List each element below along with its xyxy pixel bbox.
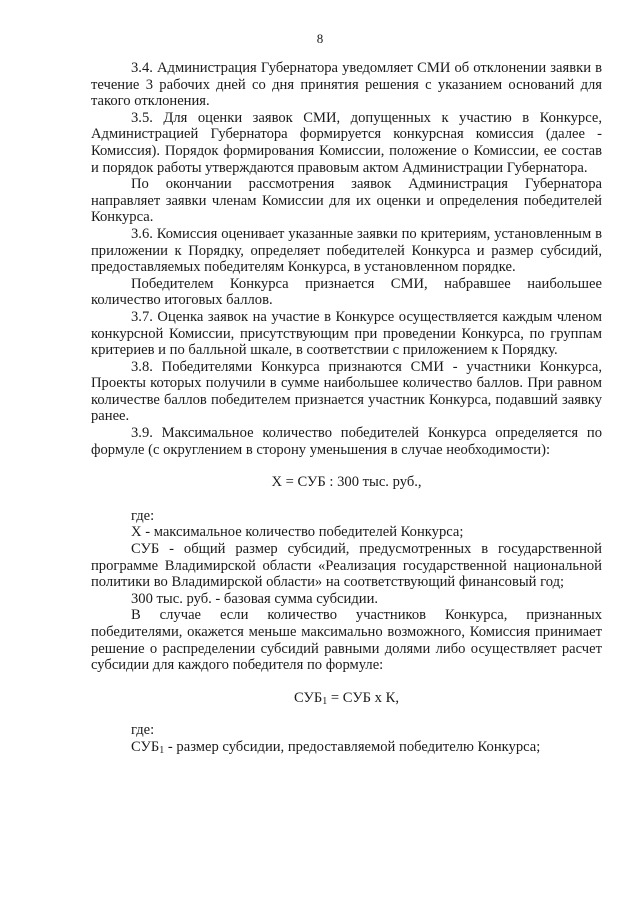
paragraph-3-9: 3.9. Максимальное количество победителей Конкурса определяется по формуле (с округлением в сторону уменьшения в случае необходимости): — [91, 425, 602, 458]
paragraph-distribution: В случае если количество участников Конкурса, признанных победителями, окажется меньше максимально возможного, Комиссия принимает решение о распределении субсидий равными долями либо осуществляет расчет субсидии для каждого победителя по формуле: — [91, 607, 602, 674]
paragraph-winner: Победителем Конкурса признается СМИ, набравшее наибольшее количество итоговых баллов. — [91, 275, 602, 309]
definition-base-sum: 300 тыс. руб. - базовая сумма субсидии. — [131, 590, 379, 607]
definition-sub1-index: 1 — [159, 744, 165, 756]
document-body — [91, 60, 602, 756]
formula-max-winners: Х = СУБ : 300 тыс. руб., — [271, 474, 422, 491]
paragraph-review: По окончании рассмотрения заявок Администрация Губернатора направляет заявки членам Комиссии для их оценки и определения победителей Конкурса. — [91, 176, 602, 226]
definition-sub: СУБ - общий размер субсидий, предусмотренных в государственной программе Владимирской области «Реализация государственной национальной политики во Владимирской области» на соответствующий финансовый год; — [91, 541, 602, 591]
formula-subsidy-index: 1 — [322, 695, 328, 707]
paragraph-3-8: 3.8. Победителями Конкурса признаются СМИ - участники Конкурса, Проекты которых получили в сумме наибольшее количество баллов. При равном количестве баллов победителем признается участник Конкурса, подавший заявку ранее. — [91, 358, 602, 425]
paragraph-3-5: 3.5. Для оценки заявок СМИ, допущенных к участию в Конкурсе, Администрацией Губернатора формируется конкурсная комиссия (далее - Комиссия). Порядок формирования Комиссии, положение о Комиссии, ее состав и порядок работы утверждаются правовым актом Администрации Губернатора. — [91, 109, 602, 176]
paragraph-3-6: 3.6. Комиссия оценивает указанные заявки по критериям, установленным в приложении к Порядку, определяет победителей Конкурса и размер субсидий, предоставляемых победителям Конкурса, в установленном порядке. — [91, 225, 602, 276]
formula-subsidy-symbol: СУБ — [293, 689, 323, 706]
definition-sub1-symbol: СУБ — [131, 738, 160, 755]
formula-subsidy — [91, 690, 602, 707]
paragraph-3-4: 3.4. Администрация Губернатора уведомляет СМИ об отклонении заявки в течение 3 рабочих дней со дня принятия решения с указанием оснований для такого отклонения. — [91, 60, 602, 110]
formula-subsidy-rhs: = СУБ х К, — [327, 689, 400, 706]
page-number: 8 — [316, 31, 324, 46]
definition-sub1 — [91, 739, 602, 756]
where-label-1: где: — [131, 507, 155, 524]
where-label-2: где: — [131, 722, 155, 739]
definition-sub1-text: - размер субсидии, предоставляемой победителю Конкурса; — [164, 738, 541, 755]
paragraph-3-7: 3.7. Оценка заявок на участие в Конкурсе осуществляется каждым членом конкурсной Комиссии, присутствующим при проведении Конкурса, по группам критериев и по балльной шкале, в соответствии с приложением к Порядку. — [91, 308, 602, 359]
definition-x: Х - максимальное количество победителей Конкурса; — [131, 524, 464, 541]
